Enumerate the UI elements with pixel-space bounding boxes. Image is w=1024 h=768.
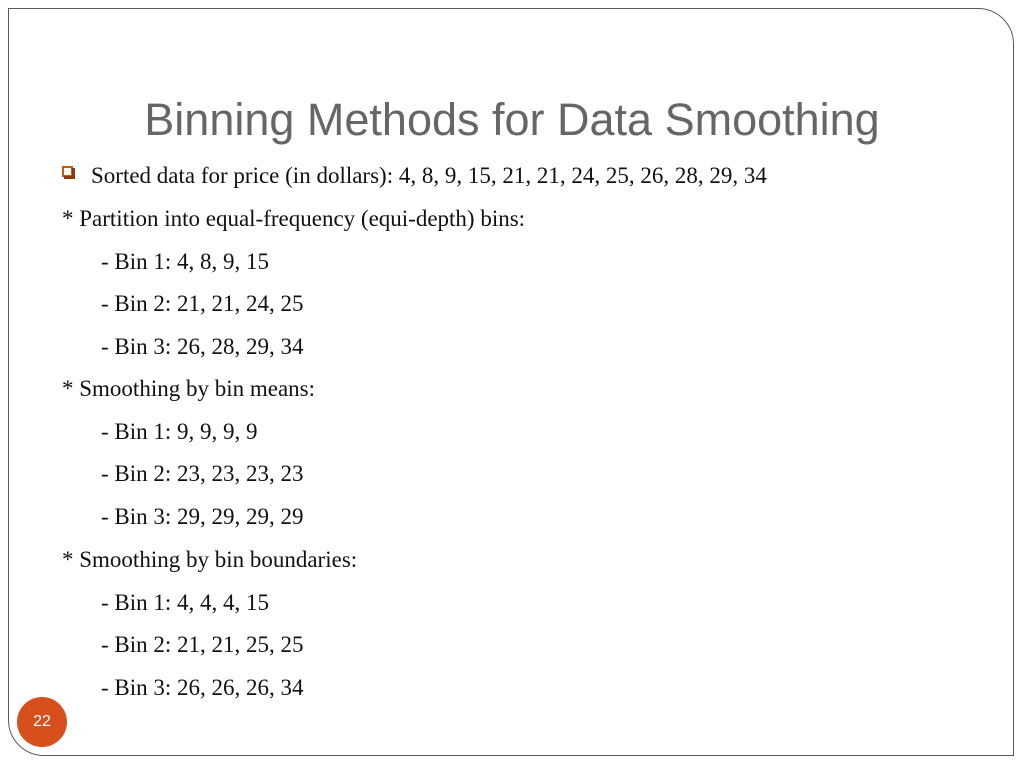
page-number: 22	[33, 713, 51, 730]
partition-bin-1: - Bin 1: 4, 8, 9, 15	[101, 249, 270, 274]
square-bullet-icon	[62, 166, 73, 177]
partition-bin-2: - Bin 2: 21, 21, 24, 25	[101, 291, 304, 316]
means-bin-2: - Bin 2: 23, 23, 23, 23	[101, 461, 304, 486]
partition-bin-3: - Bin 3: 26, 28, 29, 34	[101, 334, 304, 359]
slide-title: Binning Methods for Data Smoothing	[144, 94, 880, 145]
means-bin-1: - Bin 1: 9, 9, 9, 9	[101, 419, 258, 444]
section-heading-partition: * Partition into equal-frequency (equi-depth) bins:	[62, 206, 526, 231]
sorted-data-line: Sorted data for price (in dollars): 4, 8, 9, 15, 21, 21, 24, 25, 26, 28, 29, 34	[91, 163, 767, 188]
section-heading-boundaries: * Smoothing by bin boundaries:	[62, 547, 358, 572]
boundaries-bin-1: - Bin 1: 4, 4, 4, 15	[101, 590, 270, 615]
means-bin-3: - Bin 3: 29, 29, 29, 29	[101, 504, 304, 529]
page-number-badge	[17, 697, 67, 747]
boundaries-bin-2: - Bin 2: 21, 21, 25, 25	[101, 632, 304, 657]
boundaries-bin-3: - Bin 3: 26, 26, 26, 34	[101, 675, 304, 700]
section-heading-means: * Smoothing by bin means:	[62, 376, 315, 401]
